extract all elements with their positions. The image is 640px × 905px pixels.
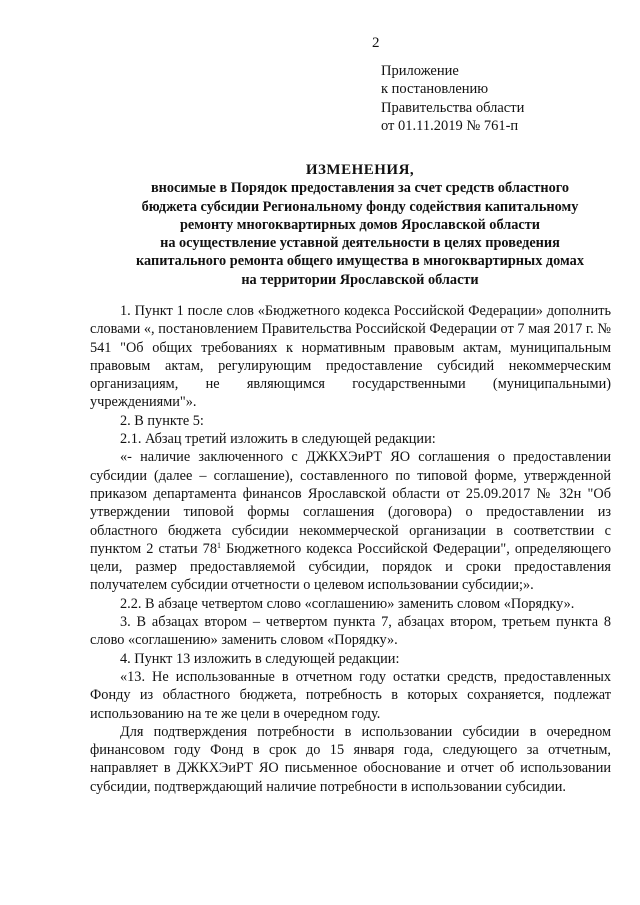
- title-line: ремонту многоквартирных домов Ярославской области: [179, 216, 541, 233]
- paragraph-8: «13. Не использованные в отчетном году остатки средств, предоставленных Фонду из областного бюджета, потребность в которых сохраняется, подлежат использованию на те же цели в очередном году.: [90, 668, 611, 722]
- paragraph-3: 2.1. Абзац третий изложить в следующей редакции:: [120, 431, 436, 448]
- appendix-line: Правительства области: [381, 99, 525, 116]
- title-line: на территории Ярославской области: [241, 271, 479, 288]
- title-line: вносимые в Порядок предоставления за счет средств областного: [150, 180, 570, 197]
- appendix-line: Приложение: [381, 63, 459, 79]
- title-heading: ИЗМЕНЕНИЯ,: [305, 162, 415, 178]
- paragraph-6: 3. В абзацах втором – четвертом пункта 7, абзацах втором, третьем пункта 8 слово «соглашению» заменить словом «Порядку».: [90, 614, 611, 649]
- paragraph-4-text-cont: Бюджетного кодекса Российской Федерации", определяющего цели, размер предоставляемой субсидии, порядок и сроки предоставления получателем субсидии отчетности о целевом использовании субсидии;».: [90, 540, 611, 594]
- title-line: бюджета субсидии Региональному фонду содействия капитальному: [141, 198, 579, 215]
- page-number: 2: [372, 35, 380, 51]
- paragraph-7: 4. Пункт 13 изложить в следующей редакции:: [120, 650, 400, 667]
- appendix-line: от 01.11.2019 № 761-п: [381, 117, 519, 134]
- paragraph-4: [90, 448, 611, 594]
- paragraph-5: 2.2. В абзаце четвертом слово «соглашению» заменить словом «Порядку».: [120, 595, 575, 612]
- paragraph-9: Для подтверждения потребности в использовании субсидии в очередном финансовом году Фонд в срок до 15 января года, следующего за отчетным, направляет в ДЖКХЭиРТ ЯО письменное обоснование и отчет об использовании субсидии, подтверждающий наличие потребности в использовании субсидии.: [90, 723, 611, 795]
- superscript: 1: [216, 540, 221, 550]
- document-title: [90, 161, 630, 289]
- paragraph-2: 2. В пункте 5:: [120, 412, 204, 429]
- paragraph-1: 1. Пункт 1 после слов «Бюджетного кодекса Российской Федерации» дополнить словами «, постановлением Правительства Российской Федерации от 7 мая 2017 г. № 541 "Об общих требованиях к нормативным правовым актам, муниципальным правовым актам, регулирующим предоставление субсидий некоммерческим организациям, не являющимся государственными (муниципальными) учреждениями"».: [90, 303, 611, 411]
- title-line: капитального ремонта общего имущества в многоквартирных домах: [136, 253, 584, 270]
- appendix-header: [381, 62, 524, 135]
- paragraph-4-text: «- наличие заключенного с ДЖКХЭиРТ ЯО соглашения о предоставлении субсидии (далее – соглашение), составленного по типовой форме, утвержденной приказом департамента финансов Ярославской области от 25.09.2017 № 32н "Об утверждении типовой формы соглашения (договора) о предоставлении из областного бюджета субсидии некоммерческой организации в соответствии с пунктом 2 статьи 78: [90, 449, 611, 557]
- document-body: [90, 302, 611, 796]
- title-line: на осуществление уставной деятельности в целях проведения: [160, 235, 560, 252]
- appendix-line: к постановлению: [381, 81, 489, 98]
